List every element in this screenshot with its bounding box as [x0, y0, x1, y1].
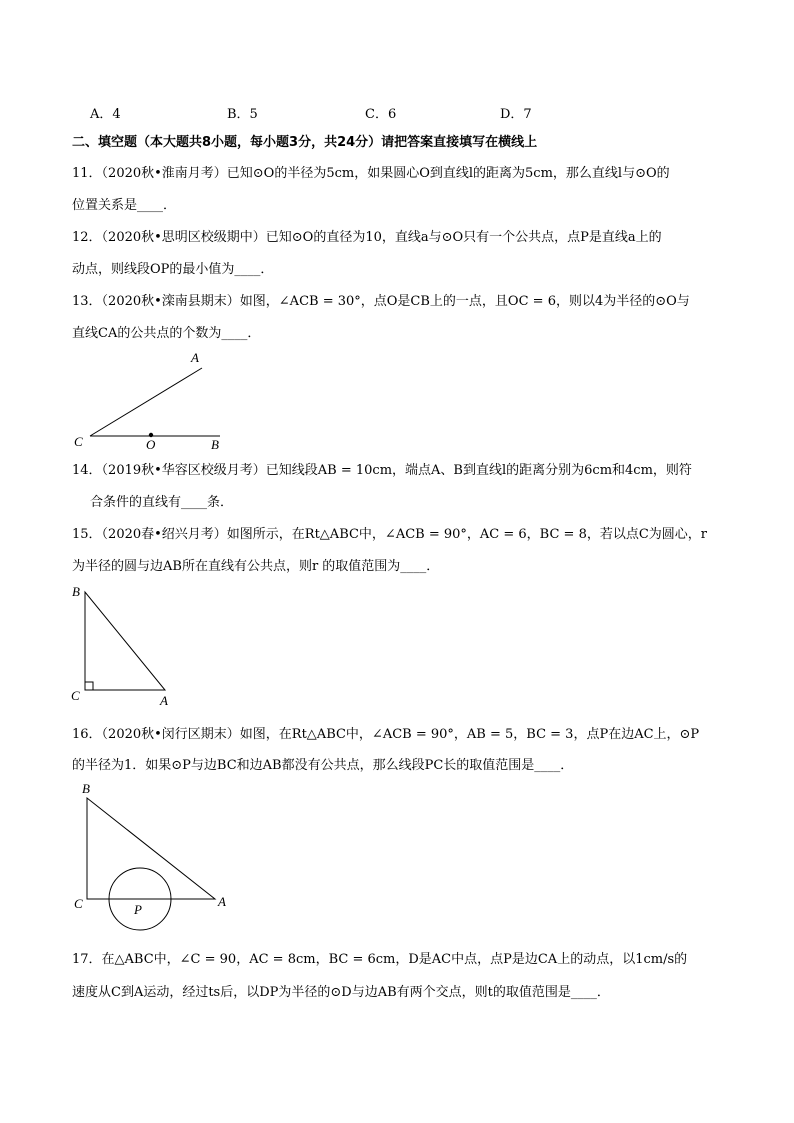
label-a: A — [160, 693, 168, 708]
right-angle-mark — [85, 682, 93, 690]
q13-line-1: 13．（2020秋•滦南县期末）如图，∠ACB = 30°，点O是CB上的一点，且OC = 6，则以4为半径的⊙O与 — [72, 294, 690, 309]
label-a: A — [191, 350, 199, 365]
q16-line-2: 的半径为1．如果⊙P与边BC和边AB都没有公共点，那么线段PC长的取值范围是____． — [72, 758, 574, 773]
triangle-abc — [85, 592, 165, 690]
figure-16 — [70, 778, 245, 923]
q12-line-2: 动点，则线段OP的最小值为____． — [72, 262, 274, 277]
label-o: O — [146, 437, 156, 452]
triangle-abc — [87, 798, 215, 899]
q17-line-2: 速度从C到A运动，经过ts后，以DP为半径的⊙D与边AB有两个交点，则t的取值范围是____． — [72, 985, 610, 1000]
figure-13 — [70, 348, 240, 458]
q15-line-1: 15．（2020春•绍兴月考）如图所示，在Rt△ABC中，∠ACB = 90°，AC = 6，BC = 8，若以点C为圆心，r — [72, 527, 708, 542]
choice-c: C．6 — [365, 107, 397, 122]
q12-line-1: 12．（2020秋•思明区校级期中）已知⊙O的直径为10，直线a与⊙O只有一个公共点，点P是直线a上的 — [72, 230, 662, 245]
choice-d: D．7 — [500, 107, 532, 122]
choice-b: B．5 — [227, 107, 258, 122]
figure-15 — [70, 582, 180, 712]
label-c: C — [74, 896, 83, 911]
line-ca — [90, 368, 202, 436]
label-b: B — [211, 437, 219, 452]
q14-line-2: 合条件的直线有____条． — [90, 495, 234, 510]
q16-line-1: 16．（2020秋•闵行区期末）如图，在Rt△ABC中，∠ACB = 90°，AB = 5，BC = 3，点P在边AC上，⊙P — [72, 727, 700, 742]
q14-line-1: 14．（2019秋•华容区校级月考）已知线段AB = 10cm，端点A、B到直线l的距离分别为6cm和4cm，则符 — [72, 463, 692, 478]
label-b: B — [82, 781, 90, 796]
label-p: P — [134, 902, 142, 917]
label-c: C — [71, 688, 80, 703]
label-b: B — [72, 584, 80, 599]
section-heading: 二、填空题（本大题共8小题，每小题3分，共24分）请把答案直接填写在横线上 — [72, 135, 538, 150]
q11-line-1: 11．（2020秋•淮南月考）已知⊙O的半径为5cm，如果圆心O到直线l的距离为5cm，那么直线l与⊙O的 — [72, 166, 670, 181]
q13-line-2: 直线CA的公共点的个数为____． — [72, 326, 261, 341]
q11-line-2: 位置关系是____． — [72, 198, 177, 213]
label-c: C — [74, 434, 83, 449]
q15-line-2: 为半径的圆与边AB所在直线有公共点，则r 的取值范围为____． — [72, 559, 440, 574]
choice-a: A．4 — [90, 107, 121, 122]
label-a: A — [218, 894, 226, 909]
q17-line-1: 17．在△ABC中，∠C = 90，AC = 8cm，BC = 6cm，D是AC中点，点P是边CA上的动点，以1cm/s的 — [72, 952, 688, 967]
